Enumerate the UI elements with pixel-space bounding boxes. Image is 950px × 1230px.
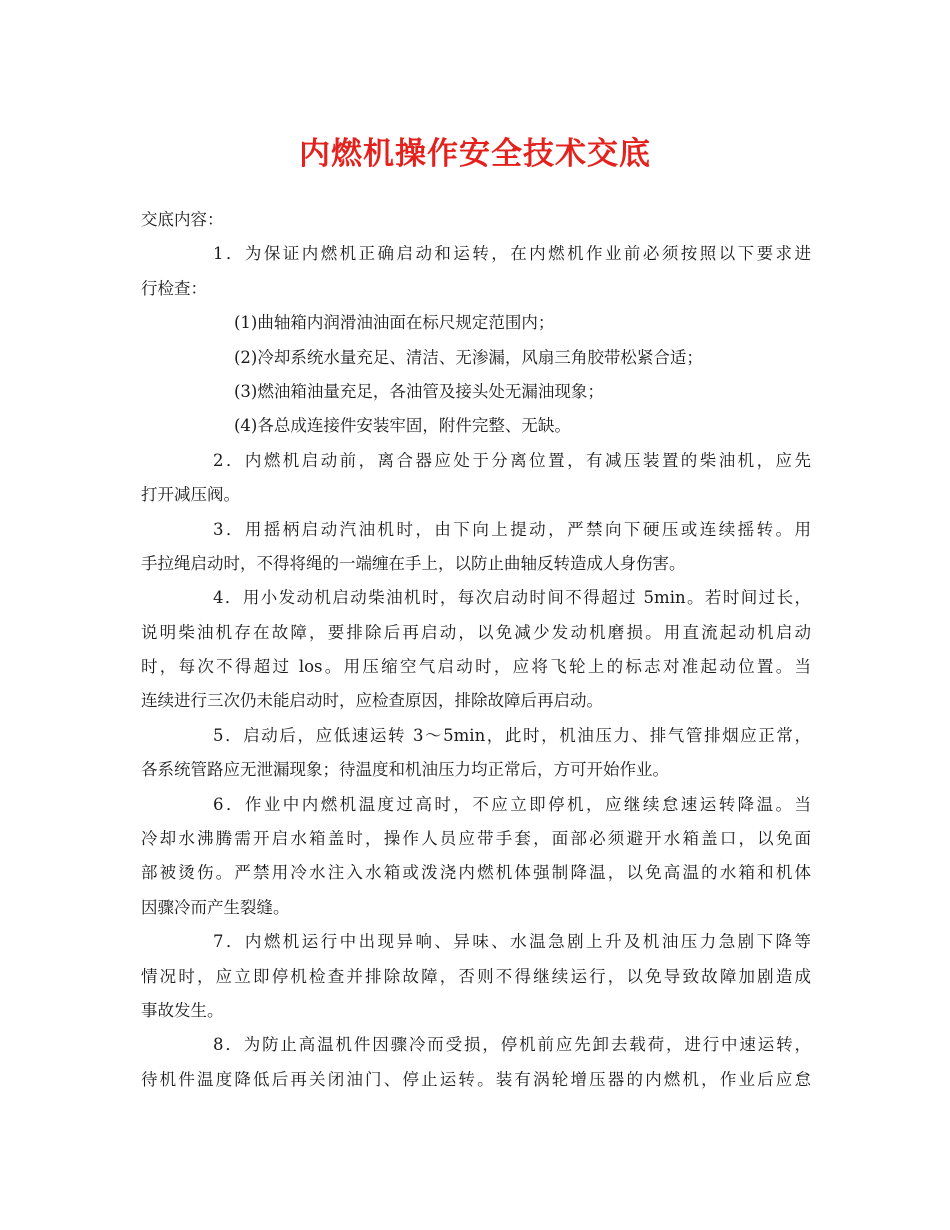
body-line-sub1: (1)曲轴箱内润滑油油面在标尺规定范围内； [234, 313, 555, 333]
body-line-item2-end: 打开减压阀。 [141, 485, 240, 505]
body-line-item4-cont2: 时，每次不得超过 los。用压缩空气启动时，应将飞轮上的标志对准起动位置。当 [141, 657, 811, 677]
body-line-item6-start: 6．作业中内燃机温度过高时，不应立即停机，应继续怠速运转降温。当 [213, 794, 811, 814]
body-line-sub2: (2)冷却系统水量充足、清洁、无渗漏，风扇三角胶带松紧合适； [234, 347, 703, 367]
body-line-item8-start: 8．为防止高温机件因骤冷而受损，停机前应先卸去载荷，进行中速运转， [213, 1035, 811, 1055]
body-line-item1-end: 行检查： [141, 278, 207, 298]
document-title: 内燃机操作安全技术交底 [299, 136, 651, 172]
body-line-item6-cont1: 冷却水沸腾需开启水箱盖时，操作人员应带手套，面部必须避开水箱盖口，以免面 [141, 829, 811, 849]
body-line-item3-start: 3．用摇柄启动汽油机时，由下向上提动，严禁向下硬压或连续摇转。用 [213, 519, 811, 539]
document-body [141, 203, 811, 1097]
body-line-item4-cont1: 说明柴油机存在故障，要排除后再启动，以免减少发动机磨损。用直流起动机启动 [141, 622, 811, 642]
body-line-item7-start: 7．内燃机运行中出现异响、异味、水温急剧上升及机油压力急剧下降等 [213, 932, 811, 952]
body-line-item8-cont1: 待机件温度降低后再关闭油门、停止运转。装有涡轮增压器的内燃机，作业后应怠 [141, 1069, 811, 1089]
body-line-item2-start: 2．内燃机启动前，离合器应处于分离位置，有减压装置的柴油机，应先 [213, 450, 811, 470]
body-line-item6-end: 因骤冷而产生裂缝。 [141, 897, 290, 917]
body-line-item3-end: 手拉绳启动时，不得将绳的一端缠在手上，以防止曲轴反转造成人身伤害。 [141, 553, 686, 573]
body-line-item4-end: 连续进行三次仍未能启动时，应检查原因，排除故障后再启动。 [141, 691, 603, 711]
body-line-item7-end: 事故发生。 [141, 1000, 224, 1020]
body-line-item1-start: 1．为保证内燃机正确启动和运转，在内燃机作业前必须按照以下要求进 [213, 244, 811, 264]
body-line-item5-end: 各系统管路应无泄漏现象；待温度和机油压力均正常后，方可开始作业。 [141, 760, 669, 780]
body-line-intro: 交底内容： [141, 210, 224, 229]
body-line-item7-cont1: 情况时，应立即停机检查并排除故障，否则不得继续运行，以免导致故障加剧造成 [141, 966, 811, 986]
body-line-item4-start: 4．用小发动机启动柴油机时，每次启动时间不得超过 5min。若时间过长， [213, 588, 811, 608]
body-line-item6-cont2: 部被烫伤。严禁用冷水注入水箱或泼浇内燃机体强制降温，以免高温的水箱和机体 [141, 863, 811, 883]
body-line-sub4: (4)各总成连接件安装牢固，附件完整、无缺。 [234, 416, 571, 436]
body-line-item5-start: 5．启动后，应低速运转 3～5min，此时，机油压力、排气管排烟应正常， [213, 725, 811, 745]
body-line-sub3: (3)燃油箱油量充足，各油管及接头处无漏油现象； [234, 381, 604, 401]
